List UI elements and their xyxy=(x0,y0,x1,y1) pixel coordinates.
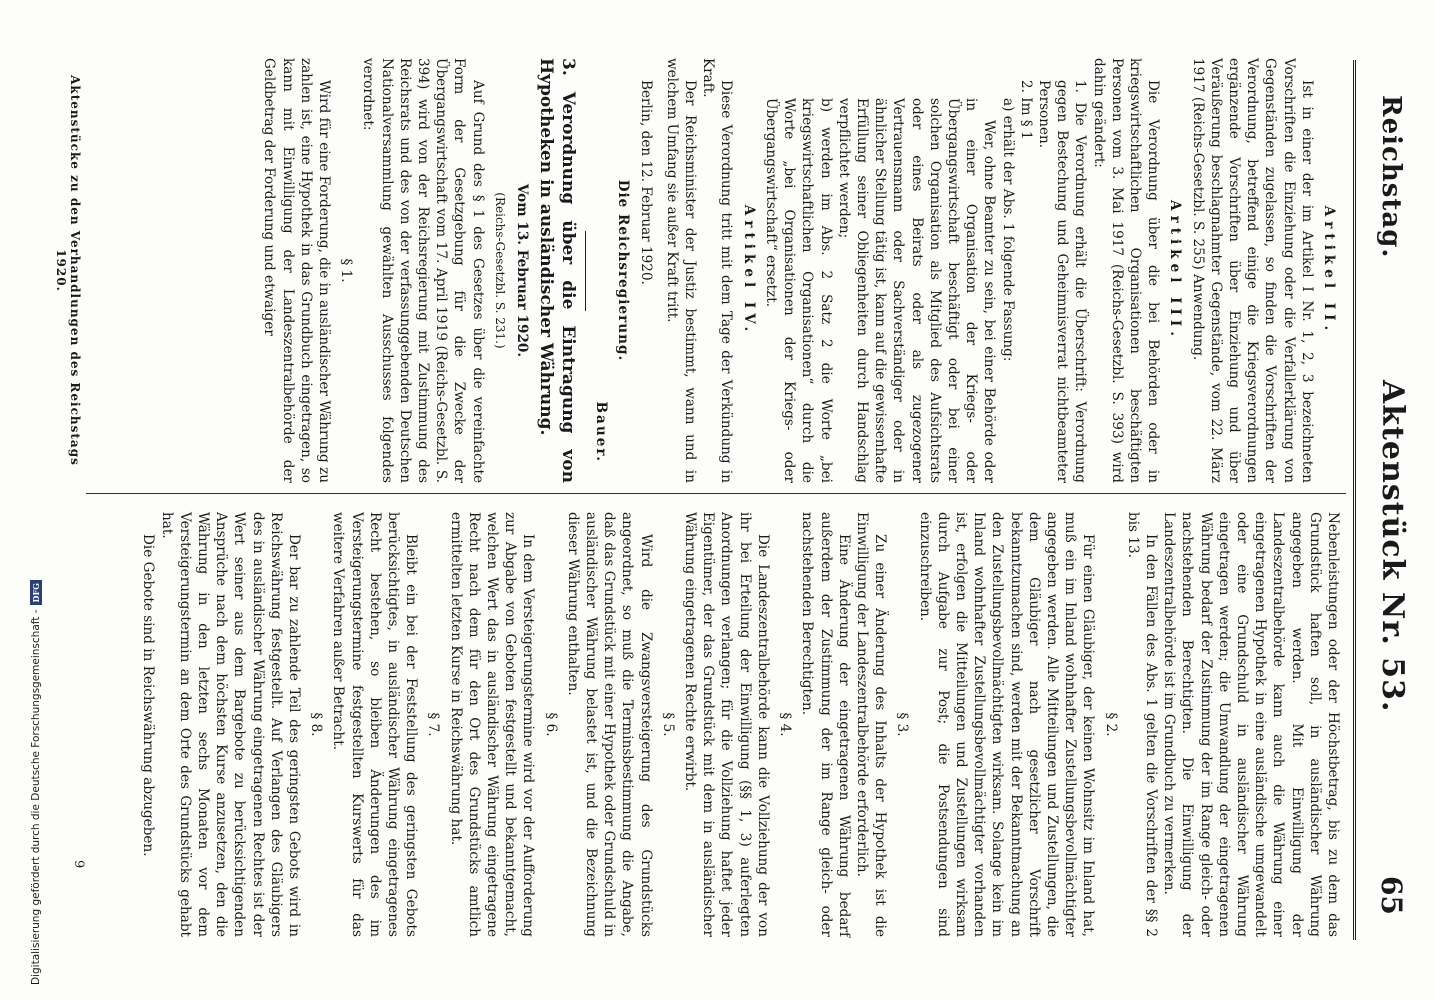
article-3-item-2a: a) erhält der Abs. 1 folgende Fassung: xyxy=(999,98,1016,362)
government-signature: Die Reichsregierung. xyxy=(615,179,632,362)
digitization-credit xyxy=(24,580,43,985)
paragraph-3-heading: § 3. xyxy=(894,712,911,737)
section-3-title: 3. Verordnung über die Eintragung von Hypotheken in ausländischer Währung. xyxy=(536,58,579,483)
footer-page-number: 9 xyxy=(71,860,86,869)
paragraph-8-text-2: Die Gebote sind in Reichswährung abzugeben. xyxy=(140,534,157,857)
paragraph-2-heading: § 2. xyxy=(1102,712,1119,737)
article-3-heading: Artikel III. xyxy=(1167,200,1184,341)
paragraph-8-heading: § 8. xyxy=(308,712,325,737)
header-aktenstueck: Aktenstück Nr. 53. xyxy=(1375,380,1410,713)
header-reichstag: Reichstag. xyxy=(1376,95,1406,259)
article-4-text-2: Der Reichsminister der Justiz bestimmt, wann und in welchem Umfang sie außer Kraft tritt. xyxy=(663,58,699,483)
section-3-date: Vom 13. Februar 1920. xyxy=(514,183,531,358)
section-3-intro: Auf Grund des § 1 des Gesetzes über die vereinfachte Form der Gesetzgebung für die Zwecke der Übergangswirtschaft vom 17. April 1919 (Reichs-Gesetzbl. S. 394) wird von der Reichsregierung mit Zustimmung des Reichsrats und des von der verfassunggebenden Deutschen Nationalversammlung gewählten Ausschusses folgendes verordnet: xyxy=(360,58,486,483)
header-page-number: 65 xyxy=(1375,876,1408,915)
article-2-heading: Artikel II. xyxy=(1321,205,1337,336)
column-separator xyxy=(86,493,1346,494)
article-3-intro: Die Verordnung über die bei Behörden oder in kriegswirtschaftlichen Organisationen beschäftigten Personen vom 3. Mai 1917 (Reichs-Gesetzbl. S. 393) wird dahin geändert: xyxy=(1090,58,1162,483)
continuation-text: Nebenleistungen oder der Höchstbetrag, bis zu dem das Grundstück haften soll, in ausländischer Währung angegeben werden. Mit Einwilligung der Landeszentralbehörde kann auch die Währung einer eingetragenen Hypothek in eine ausländische umgewandelt oder eine Grundschuld in ausländischer Währung eingetragen werden; die Umwandlung der eingetragenen Währung bedarf der Zustimmung der im Range gleich- oder nachstehenden Berechtigten. Die Einwilligung der Landeszentralbehörde ist im Grundbuch zu vermerken. xyxy=(1161,512,1341,937)
article-3-item-2a-text: Wer, ohne Beamter zu sein, bei einer Behörde oder in einer Organisation der Kriegs- oder Übergangswirtschaft beschäftigt oder bei einer solchen Organisation als Mitglied des Aufsichtsrats oder eines Beirats oder als zugezogener Vertrauensmann oder Sachverständiger oder in ähnlicher Stellung tätig ist, kann auf die gewissenhafte Erfüllung seiner Obliegenheiten durch Handschlag verpflichtet werden; xyxy=(835,98,998,483)
article-2-text: Ist in einer der im Artikel I Nr. 1, 2, 3 bezeichneten Vorschriften die Einziehung oder die Verfallerklärung von Gegenständen zugelassen, so finden die Vorschriften der Verordnung, betreffend einige die Kriegsverordnungen ergänzende Vorschriften über Einziehung und über Veräußerung beschlagnahmter Gegenstände, vom 22. März 1917 (Reichs-Gesetzbl. S. 255) Anwendung. xyxy=(1189,58,1315,483)
paragraph-1-text: Wird für eine Forderung, die in ausländischer Währung zu zahlen ist, eine Hypothek in das Grundbuch eingetragen, so kann mit Einwilligung der Landeszentralbehörde der Geldbetrag der Forderung und etwaiger xyxy=(261,58,333,483)
signatory: Bauer. xyxy=(593,401,610,463)
paragraph-4-heading: § 4. xyxy=(777,712,794,737)
continuation-text-2: In den Fällen des Abs. 1 gelten die Vorschriften der §§ 2 bis 13. xyxy=(1124,512,1159,937)
paragraph-3-text-2: Eine Änderung der eingetragenen Währung bedarf außerdem der Zustimmung der im Range gleich- oder nachstehenden Berechtigten. xyxy=(799,512,852,937)
section-3-reference: (Reichs-Gesetzbl. S. 231.) xyxy=(492,192,507,349)
paragraph-5-heading: § 5. xyxy=(659,712,676,737)
paragraph-5-text: Wird die Zwangsversteigerung des Grundstücks angeordnet, so muß die Terminsbestimmung die Angabe, daß das Grundstück mit einer Hypothek oder Grundschuld in ausländischer Währung belastet ist, und die Bezeichnung dieser Währung enthalten. xyxy=(564,512,654,937)
paragraph-7-heading: § 7. xyxy=(425,712,442,737)
paragraph-1-heading: § 1. xyxy=(338,258,355,283)
article-4-heading: Artikel IV. xyxy=(740,204,757,337)
date-line: Berlin, den 12. Februar 1920. xyxy=(637,80,654,285)
dfg-logo-icon: DFG xyxy=(30,580,42,605)
paragraph-7-text: Bleibt ein bei der Feststellung des geringsten Gebots berücksichtigtes, in ausländischer Währung eingetragenes Recht bestehen, so bleiben Änderungen des im Versteigerungstermine festgestellten Kurswerts für das weitere Verfahren außer Betracht. xyxy=(330,512,420,937)
right-column xyxy=(139,512,1342,937)
short-rule xyxy=(585,231,586,311)
header-rule xyxy=(1353,60,1356,940)
credit-text: Digitalisierung gefördert durch die Deutsche Forschungsgemeinschaft - xyxy=(30,609,42,985)
paragraph-6-heading: § 6. xyxy=(542,712,559,737)
article-4-text-1: Diese Verordnung tritt mit dem Tage der Verkündung in Kraft. xyxy=(700,58,735,483)
article-3-item-2b: b) werden im Abs. 2 Satz 2 die Worte „bei kriegswirtschaftlichen Organisationen“ durch die Worte „bei Organisationen der Kriegs- oder Übergangswirtschaft“ ersetzt. xyxy=(762,98,834,483)
paragraph-4-text: Die Landeszentralbehörde kann die Vollziehung der von ihr bei Erteilung der Einwilligung (§§ 1, 3) auferlegten Anordnungen verlangen; für die Vollziehung haftet jeder Eigentümer, der das Grundstück mit dem in ausländischer Währung eingetragenen Rechte erwirbt. xyxy=(682,512,771,937)
paragraph-6-text: In dem Versteigerungstermine wird vor der Aufforderung zur Abgabe von Geboten festgestellt und bekanntgemacht, welchen Wert das in ausländischer Währung eingetragene Recht nach dem für den Ort des Grundstücks amtlich ermittelten letzten Kurse in Reichswährung hat. xyxy=(447,512,537,937)
article-3-item-2: 2. Im § 1 xyxy=(1017,80,1034,140)
paragraph-3-text: Zu einer Änderung des Inhalts der Hypothek ist die Einwilligung der Landeszentralbehörde erforderlich. xyxy=(853,512,889,937)
paragraph-8-text: Der bar zu zahlende Teil des geringsten Gebots wird in Reichswährung festgestellt. Auf Verlangen des Gläubigers des in ausländischer Währung eingetragenen Rechtes ist der Wert seiner aus dem Bargebote zu berücksichtigenden Ansprüche nach dem höchsten Kurse anzusetzen, den die Währung in den letzten sechs Monaten vor dem Versteigerungstermin an dem Orte des Grundstücks gehabt hat. xyxy=(158,512,303,937)
page-header xyxy=(1354,0,1414,1000)
page-footer: Aktenstücke zu den Verhandlungen des Reichstags 1920. xyxy=(54,75,82,466)
left-column xyxy=(260,58,1342,483)
article-3-item-1: 1. Die Verordnung erhält die Überschrift: Verordnung gegen Bestechung und Geheimnisverrat nichtbeamteter Personen. xyxy=(1035,80,1089,483)
paragraph-2-text: Für einen Gläubiger, der keinen Wohnsitz im Inland hat, muß ein im Inland wohnhafter Zustellungsbevollmächtigter angegeben werden. Alle Mitteilungen und Zustellungen, die dem Gläubiger nach gesetzlicher Vorschrift bekanntzumachen sind, werden mit der Bekanntmachung an den Zustellungsbevollmächtigten wirksam. Solange kein im Inland wohnhafter Zustellungsbevollmächtigter vorhanden ist, erfolgen die Mitteilungen und Zustellungen wirksam durch Aufgabe zur Post; die Postsendungen sind einzuschreiben. xyxy=(916,512,1097,937)
